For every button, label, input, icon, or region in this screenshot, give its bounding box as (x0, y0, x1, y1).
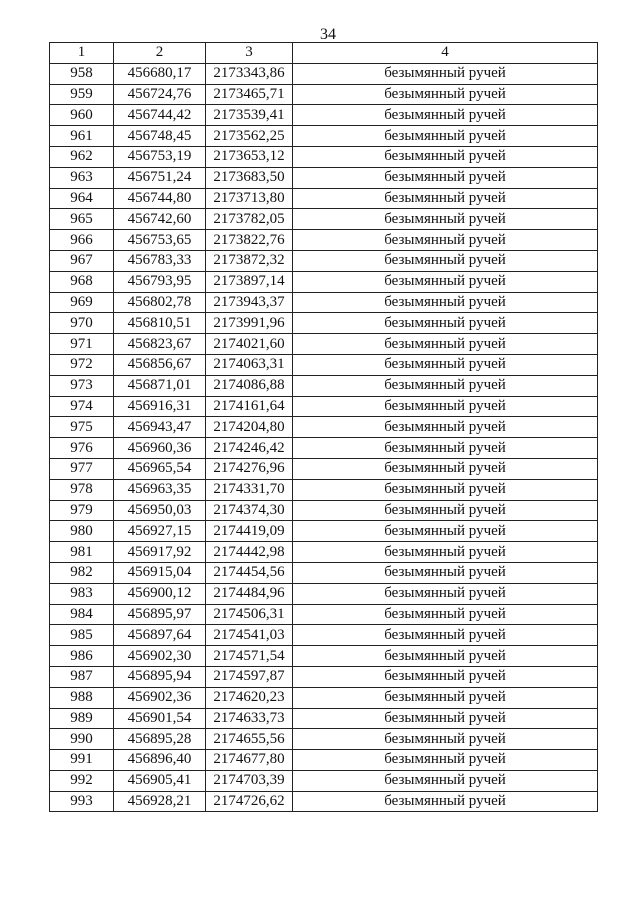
cell-y-coordinate: 2174541,03 (206, 625, 293, 646)
cell-description: безымянный ручей (293, 209, 598, 230)
table-row (50, 313, 598, 334)
cell-description: безымянный ручей (293, 562, 598, 583)
cell-y-coordinate: 2174597,87 (206, 666, 293, 687)
cell-point-number: 976 (50, 438, 114, 459)
cell-y-coordinate: 2173539,41 (206, 105, 293, 126)
cell-y-coordinate: 2173653,12 (206, 146, 293, 167)
cell-x-coordinate: 456902,36 (114, 687, 206, 708)
table-row (50, 375, 598, 396)
cell-y-coordinate: 2174276,96 (206, 458, 293, 479)
table-row (50, 500, 598, 521)
cell-point-number: 974 (50, 396, 114, 417)
cell-y-coordinate: 2174454,56 (206, 562, 293, 583)
cell-description: безымянный ручей (293, 375, 598, 396)
cell-x-coordinate: 456783,33 (114, 250, 206, 271)
cell-description: безымянный ручей (293, 438, 598, 459)
cell-y-coordinate: 2173683,50 (206, 167, 293, 188)
table-body (50, 63, 598, 812)
cell-y-coordinate: 2174161,64 (206, 396, 293, 417)
table-row (50, 666, 598, 687)
cell-x-coordinate: 456748,45 (114, 126, 206, 147)
cell-point-number: 967 (50, 250, 114, 271)
cell-point-number: 961 (50, 126, 114, 147)
cell-description: безымянный ручей (293, 167, 598, 188)
table-row (50, 542, 598, 563)
cell-description: безымянный ручей (293, 625, 598, 646)
table-row (50, 417, 598, 438)
table-row (50, 729, 598, 750)
cell-x-coordinate: 456802,78 (114, 292, 206, 313)
cell-point-number: 959 (50, 84, 114, 105)
cell-description: безымянный ручей (293, 292, 598, 313)
cell-x-coordinate: 456793,95 (114, 271, 206, 292)
cell-point-number: 990 (50, 729, 114, 750)
table-row (50, 63, 598, 84)
table-row (50, 84, 598, 105)
cell-x-coordinate: 456823,67 (114, 334, 206, 355)
cell-x-coordinate: 456724,76 (114, 84, 206, 105)
cell-y-coordinate: 2174246,42 (206, 438, 293, 459)
cell-point-number: 986 (50, 646, 114, 667)
cell-point-number: 988 (50, 687, 114, 708)
cell-x-coordinate: 456856,67 (114, 354, 206, 375)
cell-y-coordinate: 2174331,70 (206, 479, 293, 500)
cell-x-coordinate: 456895,97 (114, 604, 206, 625)
cell-description: безымянный ручей (293, 604, 598, 625)
cell-x-coordinate: 456753,65 (114, 230, 206, 251)
cell-y-coordinate: 2173897,14 (206, 271, 293, 292)
cell-point-number: 985 (50, 625, 114, 646)
header-row (50, 43, 598, 64)
cell-y-coordinate: 2173991,96 (206, 313, 293, 334)
cell-x-coordinate: 456896,40 (114, 750, 206, 771)
table-row (50, 105, 598, 126)
cell-y-coordinate: 2174021,60 (206, 334, 293, 355)
cell-x-coordinate: 456965,54 (114, 458, 206, 479)
cell-description: безымянный ручей (293, 646, 598, 667)
cell-x-coordinate: 456928,21 (114, 791, 206, 812)
cell-point-number: 958 (50, 63, 114, 84)
cell-point-number: 964 (50, 188, 114, 209)
cell-y-coordinate: 2174086,88 (206, 375, 293, 396)
cell-description: безымянный ручей (293, 354, 598, 375)
table-row (50, 230, 598, 251)
cell-description: безымянный ручей (293, 791, 598, 812)
column-header-description: 4 (293, 43, 598, 64)
cell-x-coordinate: 456895,28 (114, 729, 206, 750)
table-row (50, 438, 598, 459)
table-row (50, 604, 598, 625)
table-row (50, 250, 598, 271)
cell-point-number: 972 (50, 354, 114, 375)
cell-point-number: 989 (50, 708, 114, 729)
cell-x-coordinate: 456901,54 (114, 708, 206, 729)
cell-x-coordinate: 456943,47 (114, 417, 206, 438)
cell-description: безымянный ручей (293, 729, 598, 750)
cell-y-coordinate: 2174620,23 (206, 687, 293, 708)
cell-y-coordinate: 2173465,71 (206, 84, 293, 105)
cell-point-number: 963 (50, 167, 114, 188)
cell-x-coordinate: 456742,60 (114, 209, 206, 230)
cell-point-number: 987 (50, 666, 114, 687)
cell-x-coordinate: 456915,04 (114, 562, 206, 583)
cell-description: безымянный ручей (293, 126, 598, 147)
cell-y-coordinate: 2174204,80 (206, 417, 293, 438)
table-row (50, 126, 598, 147)
table-header (50, 43, 598, 64)
cell-x-coordinate: 456900,12 (114, 583, 206, 604)
table-row (50, 334, 598, 355)
cell-point-number: 993 (50, 791, 114, 812)
cell-y-coordinate: 2173343,86 (206, 63, 293, 84)
cell-x-coordinate: 456916,31 (114, 396, 206, 417)
cell-point-number: 970 (50, 313, 114, 334)
cell-description: безымянный ручей (293, 188, 598, 209)
cell-x-coordinate: 456810,51 (114, 313, 206, 334)
cell-description: безымянный ручей (293, 458, 598, 479)
cell-y-coordinate: 2173822,76 (206, 230, 293, 251)
table-row (50, 396, 598, 417)
table-row (50, 770, 598, 791)
cell-point-number: 973 (50, 375, 114, 396)
cell-point-number: 979 (50, 500, 114, 521)
cell-point-number: 962 (50, 146, 114, 167)
cell-x-coordinate: 456927,15 (114, 521, 206, 542)
table-row (50, 791, 598, 812)
cell-x-coordinate: 456902,30 (114, 646, 206, 667)
table-row (50, 708, 598, 729)
table-row (50, 562, 598, 583)
cell-description: безымянный ручей (293, 479, 598, 500)
cell-description: безымянный ручей (293, 542, 598, 563)
cell-description: безымянный ручей (293, 708, 598, 729)
cell-x-coordinate: 456917,92 (114, 542, 206, 563)
cell-description: безымянный ручей (293, 666, 598, 687)
cell-y-coordinate: 2173943,37 (206, 292, 293, 313)
column-header-number: 1 (50, 43, 114, 64)
coordinates-table (49, 42, 598, 812)
table-row (50, 458, 598, 479)
cell-x-coordinate: 456950,03 (114, 500, 206, 521)
cell-description: безымянный ручей (293, 230, 598, 251)
cell-y-coordinate: 2174419,09 (206, 521, 293, 542)
table-row (50, 354, 598, 375)
cell-point-number: 969 (50, 292, 114, 313)
cell-description: безымянный ручей (293, 63, 598, 84)
table-row (50, 209, 598, 230)
cell-y-coordinate: 2173562,25 (206, 126, 293, 147)
column-header-x: 2 (114, 43, 206, 64)
cell-x-coordinate: 456895,94 (114, 666, 206, 687)
cell-y-coordinate: 2174484,96 (206, 583, 293, 604)
cell-x-coordinate: 456905,41 (114, 770, 206, 791)
cell-y-coordinate: 2174063,31 (206, 354, 293, 375)
table-row (50, 188, 598, 209)
cell-x-coordinate: 456680,17 (114, 63, 206, 84)
table-row (50, 583, 598, 604)
column-header-y: 3 (206, 43, 293, 64)
cell-point-number: 981 (50, 542, 114, 563)
cell-y-coordinate: 2174442,98 (206, 542, 293, 563)
cell-description: безымянный ручей (293, 583, 598, 604)
cell-description: безымянный ручей (293, 396, 598, 417)
cell-description: безымянный ручей (293, 521, 598, 542)
cell-point-number: 978 (50, 479, 114, 500)
cell-point-number: 991 (50, 750, 114, 771)
cell-point-number: 965 (50, 209, 114, 230)
cell-point-number: 966 (50, 230, 114, 251)
table-row (50, 687, 598, 708)
cell-point-number: 960 (50, 105, 114, 126)
table-row (50, 271, 598, 292)
cell-description: безымянный ручей (293, 500, 598, 521)
cell-description: безымянный ручей (293, 250, 598, 271)
cell-y-coordinate: 2174677,80 (206, 750, 293, 771)
cell-y-coordinate: 2174633,73 (206, 708, 293, 729)
cell-point-number: 992 (50, 770, 114, 791)
table-row (50, 292, 598, 313)
cell-point-number: 977 (50, 458, 114, 479)
cell-description: безымянный ручей (293, 271, 598, 292)
cell-y-coordinate: 2173782,05 (206, 209, 293, 230)
cell-description: безымянный ручей (293, 750, 598, 771)
cell-description: безымянный ручей (293, 105, 598, 126)
table-row (50, 646, 598, 667)
cell-y-coordinate: 2173872,32 (206, 250, 293, 271)
cell-x-coordinate: 456744,80 (114, 188, 206, 209)
cell-point-number: 982 (50, 562, 114, 583)
cell-y-coordinate: 2173713,80 (206, 188, 293, 209)
table-row (50, 521, 598, 542)
cell-y-coordinate: 2174506,31 (206, 604, 293, 625)
cell-x-coordinate: 456744,42 (114, 105, 206, 126)
cell-description: безымянный ручей (293, 84, 598, 105)
cell-x-coordinate: 456871,01 (114, 375, 206, 396)
cell-description: безымянный ручей (293, 313, 598, 334)
table-row (50, 479, 598, 500)
cell-point-number: 980 (50, 521, 114, 542)
cell-x-coordinate: 456897,64 (114, 625, 206, 646)
cell-description: безымянный ручей (293, 334, 598, 355)
cell-point-number: 983 (50, 583, 114, 604)
table-row (50, 167, 598, 188)
cell-description: безымянный ручей (293, 770, 598, 791)
cell-description: безымянный ручей (293, 417, 598, 438)
cell-x-coordinate: 456963,35 (114, 479, 206, 500)
table-row (50, 750, 598, 771)
cell-y-coordinate: 2174655,56 (206, 729, 293, 750)
cell-y-coordinate: 2174703,39 (206, 770, 293, 791)
cell-x-coordinate: 456753,19 (114, 146, 206, 167)
cell-point-number: 968 (50, 271, 114, 292)
cell-x-coordinate: 456960,36 (114, 438, 206, 459)
cell-point-number: 975 (50, 417, 114, 438)
table-row (50, 146, 598, 167)
cell-x-coordinate: 456751,24 (114, 167, 206, 188)
cell-description: безымянный ручей (293, 687, 598, 708)
page-number: 34 (320, 26, 336, 43)
cell-point-number: 984 (50, 604, 114, 625)
cell-point-number: 971 (50, 334, 114, 355)
cell-y-coordinate: 2174374,30 (206, 500, 293, 521)
cell-y-coordinate: 2174571,54 (206, 646, 293, 667)
cell-description: безымянный ручей (293, 146, 598, 167)
cell-y-coordinate: 2174726,62 (206, 791, 293, 812)
table-row (50, 625, 598, 646)
